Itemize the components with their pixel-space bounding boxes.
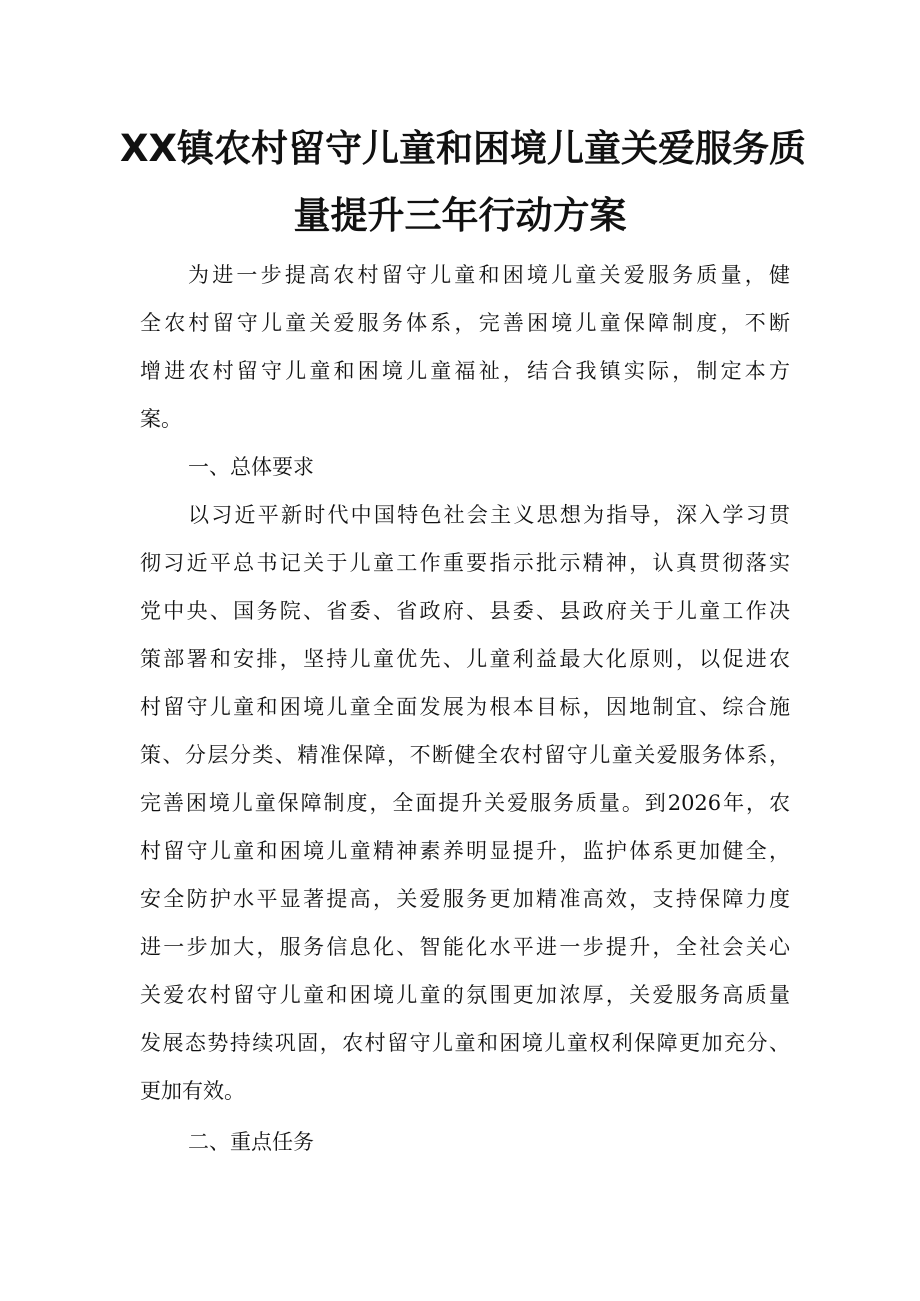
intro-line: 增进农村留守儿童和困境儿童福祉，结合我镇实际，制定本方 <box>140 359 790 383</box>
section1-line: 以习近平新时代中国特色社会主义思想为指导，深入学习贯 <box>188 503 790 527</box>
document-title-line-2: 量提升三年行动方案 <box>293 194 627 237</box>
section1-line: 更加有效。 <box>140 1079 245 1103</box>
section1-line: 完善困境儿童保障制度，全面提升关爱服务质量。到2026年，农 <box>140 791 790 815</box>
section-heading-key-tasks: 二、重点任务 <box>188 1130 314 1154</box>
intro-line: 案。 <box>140 407 182 431</box>
section1-line: 发展态势持续巩固，农村留守儿童和困境儿童权利保障更加充分、 <box>140 1031 790 1055</box>
section1-line: 策、分层分类、精准保障，不断健全农村留守儿童关爱服务体系， <box>140 743 790 767</box>
section-heading-general-requirements: 一、总体要求 <box>188 455 314 479</box>
intro-line: 全农村留守儿童关爱服务体系，完善困境儿童保障制度，不断 <box>140 311 790 335</box>
section1-line: 村留守儿童和困境儿童精神素养明显提升，监护体系更加健全， <box>140 839 790 863</box>
section1-line: 党中央、国务院、省委、省政府、县委、县政府关于儿童工作决 <box>140 599 790 623</box>
section1-line: 村留守儿童和困境儿童全面发展为根本目标，因地制宜、综合施 <box>140 695 790 719</box>
section1-line: 关爱农村留守儿童和困境儿童的氛围更加浓厚，关爱服务高质量 <box>140 983 790 1007</box>
document-title-line-1: XX镇农村留守儿童和困境儿童关爱服务质 <box>120 127 807 170</box>
section1-line: 安全防护水平显著提高，关爱服务更加精准高效，支持保障力度 <box>140 887 790 911</box>
intro-line: 为进一步提高农村留守儿童和困境儿童关爱服务质量，健 <box>188 263 790 287</box>
section1-line: 进一步加大，服务信息化、智能化水平进一步提升，全社会关心 <box>140 935 790 959</box>
section1-line: 彻习近平总书记关于儿童工作重要指示批示精神，认真贯彻落实 <box>140 551 790 575</box>
section1-line: 策部署和安排，坚持儿童优先、儿童利益最大化原则，以促进农 <box>140 647 790 671</box>
